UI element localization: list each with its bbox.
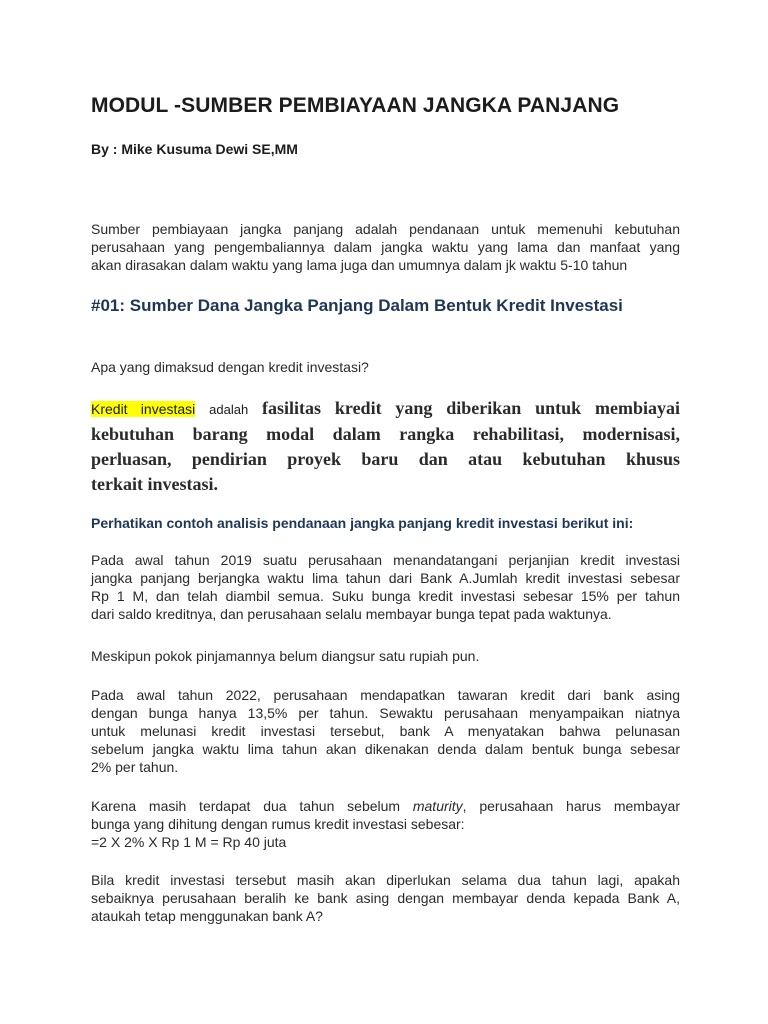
- question-text: [91, 358, 680, 376]
- definition-text: fasilitas kredit yang diberikan untuk membiayai: [262, 398, 681, 418]
- document-title: MODUL -SUMBER PEMBIAYAAN JANGKA PANJANG: [91, 94, 620, 117]
- paragraph-line: ataukah tetap menggunakan bank A?: [91, 908, 323, 924]
- example-heading: Perhatikan contoh analisis pendanaan jangka panjang kredit investasi berikut ini:: [91, 515, 634, 531]
- intro-paragraph: [91, 220, 680, 274]
- paragraph-line: 2% per tahun.: [91, 759, 179, 775]
- paragraph-line: [91, 797, 680, 815]
- paragraph-4: [91, 797, 680, 851]
- italic-term: maturity: [412, 798, 463, 814]
- definition-line: [91, 396, 680, 422]
- section-heading: #01: Sumber Dana Jangka Panjang Dalam Bentuk Kredit Investasi: [91, 296, 623, 315]
- author-line: By : Mike Kusuma Dewi SE,MM: [91, 141, 298, 157]
- paragraph-5: [91, 871, 680, 925]
- intro-line: perusahaan yang pengembaliannya dalam jangka waktu yang lama dan manfaat yang: [91, 239, 680, 255]
- paragraph-line: Pada awal tahun 2019 suatu perusahaan menandatangani perjanjian kredit investasi: [91, 552, 680, 568]
- highlighted-term: Kredit investasi: [91, 401, 196, 417]
- definition-paragraph: [91, 396, 680, 497]
- paragraph-2: [91, 647, 680, 665]
- paragraph-line: jangka panjang berjangka waktu lima tahun dari Bank A.Jumlah kredit investasi sebesar: [91, 570, 680, 586]
- paragraph-text: , perusahaan harus membayar: [462, 798, 680, 814]
- paragraph-line: bunga yang dihitung dengan rumus kredit investasi sebesar:: [91, 816, 465, 832]
- paragraph-line: Pada awal tahun 2022, perusahaan mendapatkan tawaran kredit dari bank asing: [91, 687, 680, 703]
- formula-line: =2 X 2% X Rp 1 M = Rp 40 juta: [91, 834, 287, 850]
- paragraph-line: dari saldo kreditnya, dan perusahaan selalu membayar bunga tepat pada waktunya.: [91, 606, 612, 622]
- definition-line: terkait investasi.: [91, 474, 218, 494]
- paragraph-line: sebaiknya perusahaan beralih ke bank asing dengan membayar denda kepada Bank A,: [91, 890, 680, 906]
- paragraph-text: Karena masih terdapat dua tahun sebelum: [91, 798, 401, 814]
- paragraph-line: dengan bunga hanya 13,5% per tahun. Sewaktu perusahaan menyampaikan niatnya: [91, 705, 680, 721]
- paragraph-1: [91, 551, 680, 623]
- definition-line: kebutuhan barang modal dalam rangka rehabilitasi, modernisasi,: [91, 424, 680, 444]
- paragraph-line: untuk melunasi kredit investasi tersebut, bank A menyatakan bahwa pelunasan: [91, 723, 680, 739]
- paragraph-line: sebelum jangka waktu lima tahun akan dikenakan denda dalam bentuk bunga sebesar: [91, 741, 680, 757]
- intro-line: akan dirasakan dalam waktu yang lama juga dan umumnya dalam jk waktu 5-10 tahun: [91, 257, 628, 273]
- definition-line: perluasan, pendirian proyek baru dan atau kebutuhan khusus: [91, 449, 680, 469]
- paragraph-3: [91, 686, 680, 776]
- question-line: Apa yang dimaksud dengan kredit investasi?: [91, 359, 369, 375]
- paragraph-line: Meskipun pokok pinjamannya belum diangsur satu rupiah pun.: [91, 648, 480, 664]
- paragraph-line: Bila kredit investasi tersebut masih akan diperlukan selama dua tahun lagi, apakah: [91, 872, 680, 888]
- paragraph-line: Rp 1 M, dan telah diambil semua. Suku bunga kredit investasi sebesar 15% per tahun: [91, 588, 680, 604]
- definition-connector: adalah: [209, 402, 249, 417]
- intro-line: Sumber pembiayaan jangka panjang adalah pendanaan untuk memenuhi kebutuhan: [91, 221, 680, 237]
